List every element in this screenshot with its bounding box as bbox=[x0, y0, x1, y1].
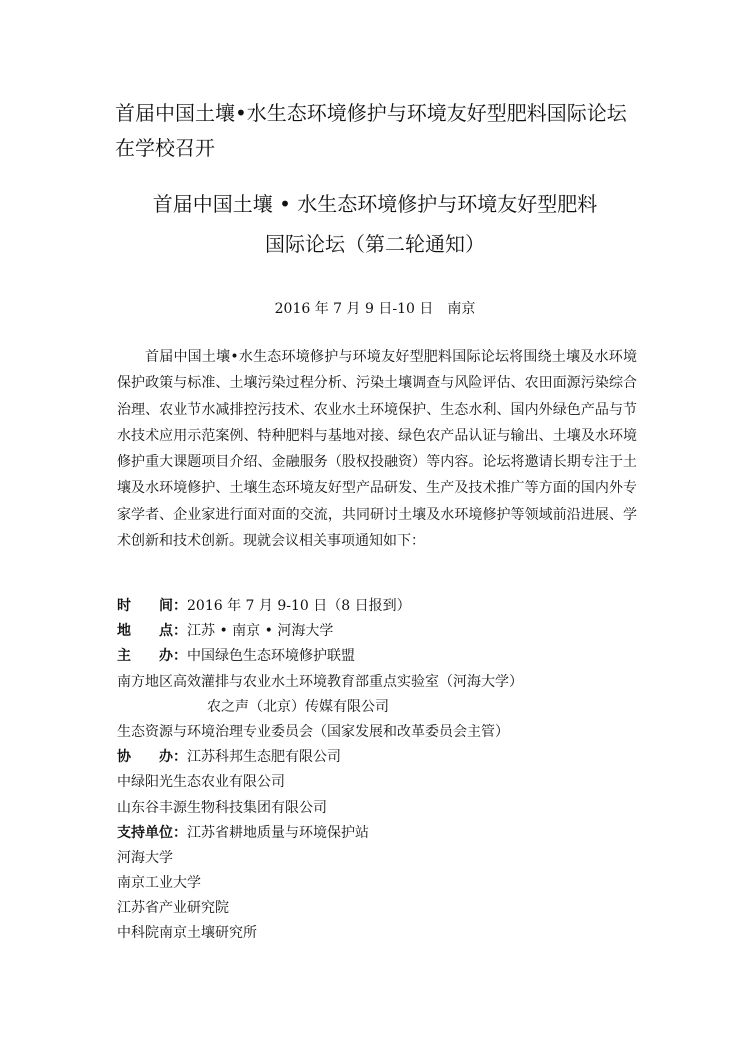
detail-support-value: 江苏省耕地质量与环境保护站 bbox=[187, 824, 369, 841]
detail-host-other-2: 农之声（北京）传媒有限公司 bbox=[207, 698, 389, 715]
detail-place-value: 江苏 • 南京 • 河海大学 bbox=[187, 623, 334, 640]
page-title: 首届中国土壤•水生态环境修护与环境友好型肥料国际论坛在学校召开 bbox=[115, 101, 627, 160]
date-location: 2016 年 7 月 9 日-10 日 南京 bbox=[274, 301, 476, 317]
notice-title-line-2: 国际论坛（第二轮通知） bbox=[265, 232, 485, 256]
detail-time-label: 时 间： bbox=[117, 598, 187, 614]
intro-paragraph: 首届中国土壤•水生态环境修护与环境友好型肥料国际论坛将围绕土壤及水环境保护政策与标准、土壤污染过程分析、污染土壤调查与风险评估、农田面源污染综合治理、农业节水减排控污技术、农业水土环境保护、生态水利、国内外绿色产品与节水技术应用示范案例、特种肥料与基地对接、绿色农产品认证与输出、土壤及水环境修护重大课题项目介绍、金融服务（股权投融资）等内容。论坛将邀请长期专注于土壤及水环境修护、土壤生态环境友好型产品研发、生产及技术推广等方面的国内外专家学者、企业家进行面对面的交流，共同研讨土壤及水环境修护等领域前沿进展、学术创新和技术创新。现就会议相关事项通知如下： bbox=[117, 349, 637, 550]
detail-cohost bbox=[117, 745, 657, 770]
event-details bbox=[117, 594, 657, 947]
notice-title bbox=[100, 184, 650, 264]
detail-support-other-3: 江苏省产业研究院 bbox=[117, 900, 229, 917]
detail-time-value: 2016 年 7 月 9-10 日（8 日报到） bbox=[187, 598, 411, 614]
notice-title-line-1: 首届中国土壤 • 水生态环境修护与环境友好型肥料 bbox=[152, 192, 598, 216]
detail-support-label: 支持单位： bbox=[117, 824, 187, 841]
detail-cohost-other-1: 中绿阳光生态农业有限公司 bbox=[117, 774, 285, 791]
detail-support-other-2: 南京工业大学 bbox=[117, 875, 201, 892]
detail-host-other-3: 生态资源与环境治理专业委员会（国家发展和改革委员会主管） bbox=[117, 723, 509, 740]
detail-host-label: 主 办： bbox=[117, 648, 187, 665]
detail-support-other-4: 中科院南京土壤研究所 bbox=[117, 925, 257, 942]
detail-host-other-1: 南方地区高效灌排与农业水土环境教育部重点实验室（河海大学） bbox=[117, 673, 523, 690]
detail-support-other-1: 河海大学 bbox=[117, 849, 173, 866]
detail-support bbox=[117, 821, 657, 846]
detail-time bbox=[117, 594, 657, 619]
detail-cohost-value: 江苏科邦生态肥有限公司 bbox=[187, 749, 341, 766]
detail-place-label: 地 点： bbox=[117, 623, 187, 640]
detail-cohost-label: 协 办： bbox=[117, 749, 187, 766]
detail-host bbox=[117, 644, 657, 669]
detail-place bbox=[117, 619, 657, 644]
detail-cohost-other-2: 山东谷丰源生物科技集团有限公司 bbox=[117, 799, 327, 816]
detail-host-value: 中国绿色生态环境修护联盟 bbox=[187, 648, 355, 665]
